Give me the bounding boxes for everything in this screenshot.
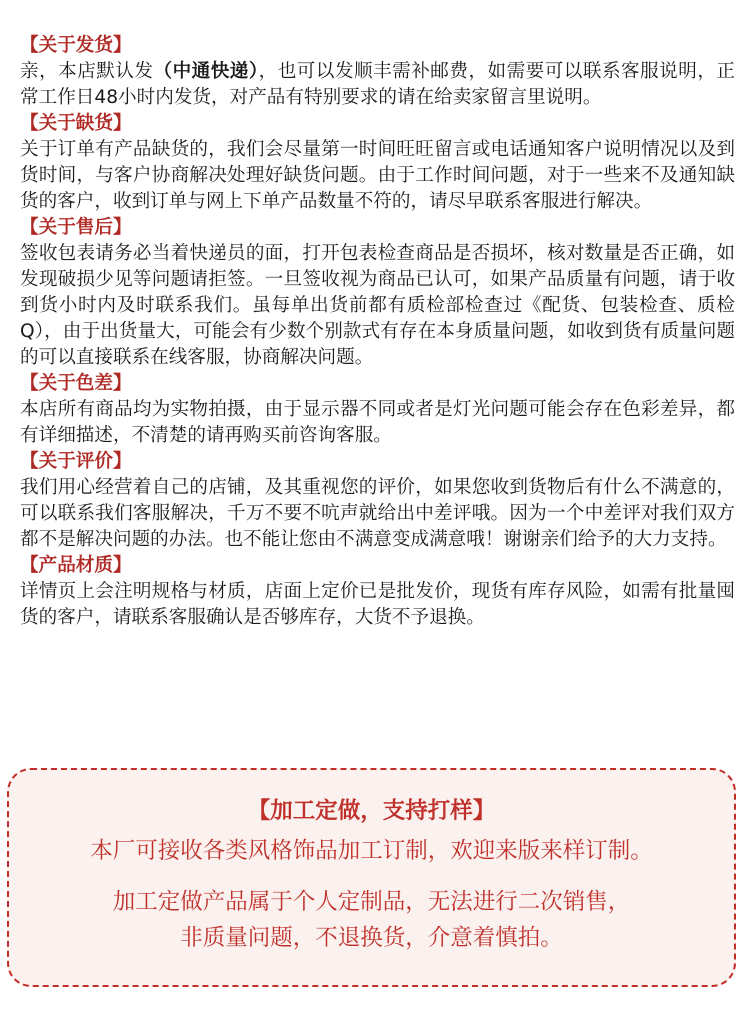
custom-order-title: 【加工定做，支持打样】 (247, 798, 496, 824)
custom-order-box (7, 768, 736, 987)
store-notice (20, 33, 735, 631)
section-title-out-of-stock: 【关于缺货】 (20, 113, 132, 134)
custom-order-line-2: 加工定做产品属于个人定制品，无法进行二次销售， (112, 889, 631, 915)
section-title-shipping: 【关于发货】 (20, 35, 132, 56)
courier-highlight: （中通快递） (153, 61, 259, 82)
section-body-out-of-stock: 关于订单有产品缺货的，我们会尽量第一时间旺旺留言或电话通知客户说明情况以及到货时间，与客户协商解决处理好缺货问题。由于工作时间问题，对于一些来不及通知缺货的客户，收到订单与网上下单产品数量不符的，请尽早联系客服进行解决。 (20, 139, 735, 212)
section-body-after-sales: 签收包表请务必当着快递员的面，打开包表检查商品是否损坏，核对数量是否正确，如发现破损少见等问题请拒签。一旦签收视为商品已认可，如果产品质量有问题，请于收到货小时内及时联系我们。虽每单出货前都有质检部检查过《配货、包装检查、质检Q），由于出货量大，可能会有少数个别款式有存在本身质量问题，如收到货有质量问题的可以直接联系在线客服，协商解决问题。 (20, 243, 735, 368)
custom-order-line-1: 本厂可接收各类风格饰品加工订制，欢迎来版来样订制。 (90, 838, 653, 864)
shipping-text-before: 亲，本店默认发 (20, 61, 154, 82)
shipping-text-after: ，也可以发顺丰需补邮费，如需要可以联系客服说明，正常工作日48小时内发货，对产品有特别要求的请在给卖家留言里说明。 (20, 61, 735, 108)
section-body-color-difference: 本店所有商品均为实物拍摄，由于显示器不同或者是灯光问题可能会存在色彩差异，都有详细描述，不清楚的请再购买前咨询客服。 (20, 399, 735, 446)
section-body-reviews: 我们用心经营着自己的店铺，及其重视您的评价，如果您收到货物后有什么不满意的，可以联系我们客服解决，千万不要不吭声就给出中差评哦。因为一个中差评对我们双方都不是解决问题的办法。也不能让您由不满意变成满意哦！谢谢亲们给予的大力支持。 (20, 477, 735, 550)
section-body-material: 详情页上会注明规格与材质，店面上定价已是批发价，现货有库存风险，如需有批量囤货的客户，请联系客服确认是否够库存，大货不予退换。 (20, 581, 735, 628)
custom-order-line-3: 非质量问题，不退换货，介意着慎拍。 (180, 925, 563, 951)
section-title-color-difference: 【关于色差】 (20, 373, 132, 394)
section-title-reviews: 【关于评价】 (20, 451, 132, 472)
section-title-material: 【产品材质】 (20, 555, 132, 576)
section-body-shipping (20, 59, 735, 111)
section-title-after-sales: 【关于售后】 (20, 217, 132, 238)
